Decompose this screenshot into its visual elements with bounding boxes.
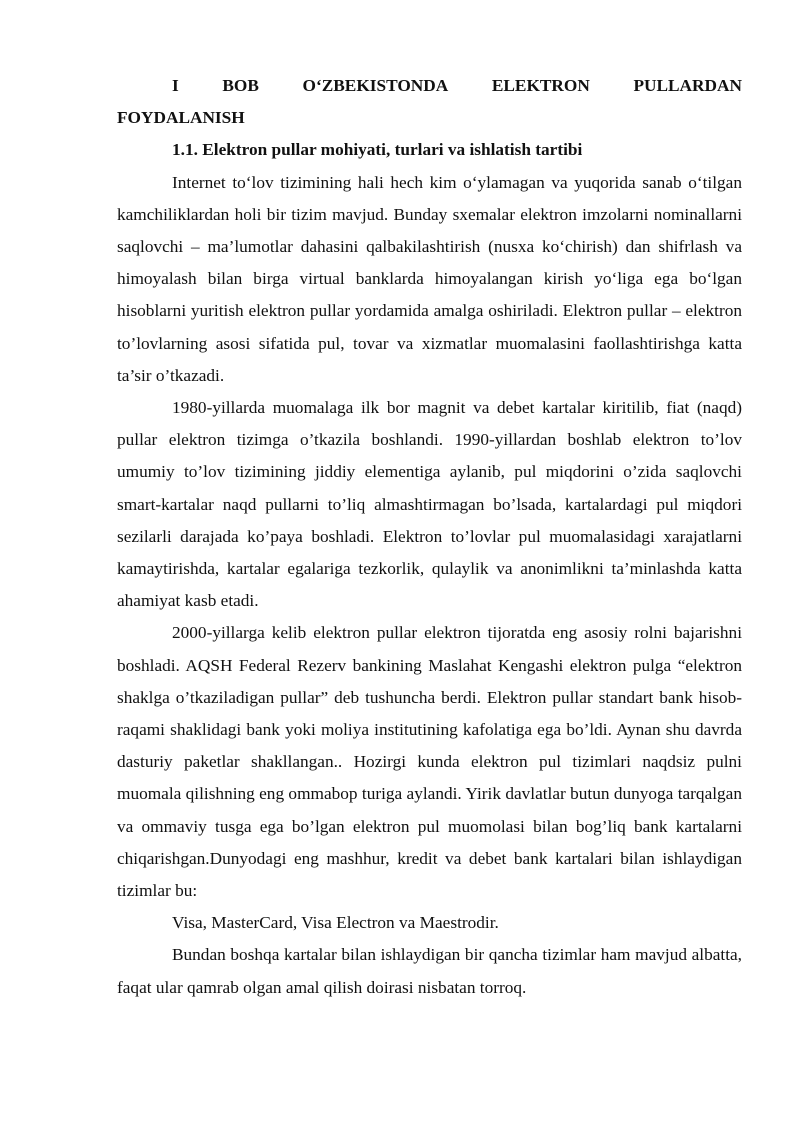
chapter-word: ELEKTRON [491, 76, 590, 95]
body-paragraph: Bundan boshqa kartalar bilan ishlaydigan bir qancha tizimlar ham mavjud albatta, faqat ular qamrab olgan amal qilish doirasi nisbatan torroq. [117, 945, 742, 997]
body-paragraph: 2000-yillarga kelib elektron pullar elektron tijoratda eng asosiy rolni bajarishni boshladi. AQSH Federal Rezerv bankining Maslahat Kengashi elektron pulga “elektron shaklga o’tkaziladigan pullar” deb tushuncha berdi. Elektron pullar standart bank hisob-raqami shaklidagi bank yoki moliya institutining kafolatiga ega bo’ldi. Aynan shu davrda dasturiy paketlar shakllangan.. Hozirgi kunda elektron pul tizimlari naqdsiz pulni muomala qilishning eng ommabop turiga aylandi. Yirik davlatlar butun dunyoga tarqalgan va ommaviy tusga ega bo’lgan elektron pul muomolasi bilan bog’liq bank kartalarni chiqarishgan.Dunyodagi eng mashhur, kredit va debet bank kartalari bilan ishlaydigan tizimlar bu: [117, 623, 742, 901]
section-title: 1.1. Elektron pullar mohiyati, turlari va ishlatish tartibi [172, 140, 583, 160]
chapter-word: PULLARDAN [633, 76, 742, 95]
chapter-word: O‘ZBEKISTONDA [302, 76, 449, 95]
chapter-word: I [172, 76, 179, 95]
chapter-title [117, 70, 742, 134]
chapter-word: BOB [222, 76, 259, 95]
body-paragraph: Internet to‘lov tizimining hali hech kim o‘ylamagan va yuqorida sanab o‘tilgan kamchiliklardan holi bir tizim mavjud. Bunday sxemalar elektron imzolarni nominallarni saqlovchi – ma’lumotlar dahasini qalbakilashtirish (nusxa ko‘chirish) dan shifrlash va himoyalash bilan birga virtual banklarda himoyalangan kirish yo‘liga ega bo‘lgan hisoblarni yuritish elektron pullar yordamida amalga oshiriladi. Elektron pullar – elektron to’lovlarning asosi sifatida pul, tovar va xizmatlar muomalasini faollashtirishga katta ta’sir o’tkazadi. [117, 172, 742, 385]
chapter-title-line-2: FOYDALANISH [117, 108, 245, 128]
chapter-title-line-1 [117, 70, 742, 102]
body-paragraph: Visa, MasterCard, Visa Electron va Maestrodir. [172, 913, 499, 933]
body-paragraph: 1980-yillarda muomalaga ilk bor magnit va debet kartalar kiritilib, fiat (naqd) pullar elektron tizimga o’tkazila boshlandi. 1990-yillardan boshlab elektron to’lov umumiy to’lov tizimining jiddiy elementiga aylanib, pul miqdorini o’zida saqlovchi smart-kartalar naqd pullarni to’liq almashtirmagan bo’lsada, kartalardagi pul miqdori sezilarli darajada ko’paya boshladi. Elektron to’lovlar pul muomalasidagi xarajatlarni kamaytirishda, kartalar egalariga tezkorlik, qulaylik va anonimlikni ta’minlashda katta ahamiyat kasb etadi. [117, 398, 742, 611]
document-page [117, 70, 742, 1004]
